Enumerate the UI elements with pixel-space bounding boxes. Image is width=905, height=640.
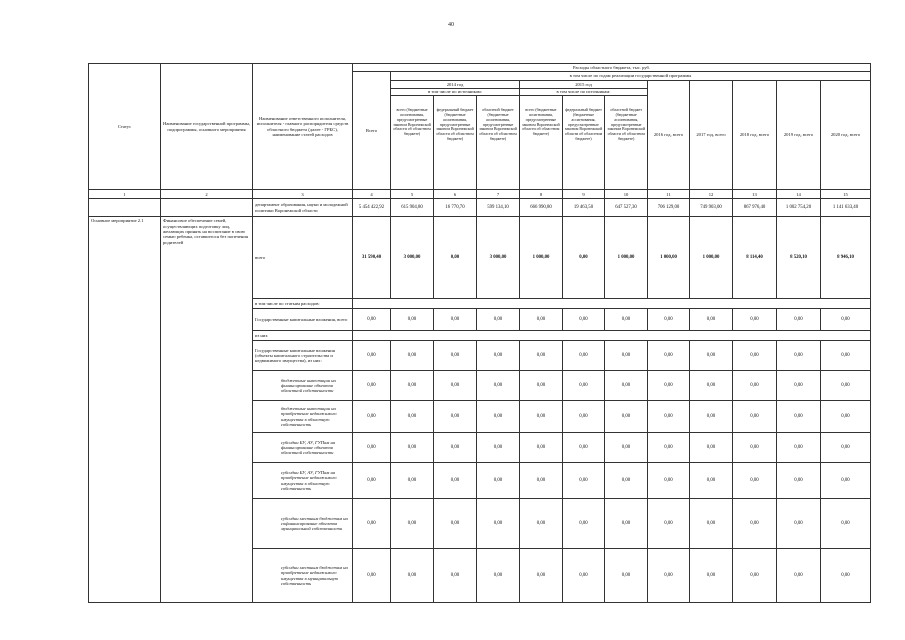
header-subcol-7: областной бюджет (бюджетные ассигнования, предусмотренные законом Воронежской области об областном бюджете): [479, 107, 517, 141]
header-year-2015: 2015 год: [520, 80, 648, 88]
row-value-col-10: 0,00: [605, 371, 648, 401]
row-value-col-10: 647 527,30: [605, 199, 648, 217]
row-value-col-12: 749 903,00: [690, 199, 733, 217]
row-value-col-6: 0,00: [434, 217, 477, 299]
row-label: из них: [253, 331, 353, 341]
row-value-col-8: 0,00: [520, 433, 563, 463]
row-value-col-15: 0,00: [821, 401, 871, 433]
row-value-col-11: 0,00: [648, 309, 690, 331]
header-2016: 2016 год, всего: [648, 80, 690, 189]
header-subcol-10: областной бюджет (бюджетные ассигнования, предусмотренные законом Воронежской области об областном бюджете): [607, 107, 645, 141]
row-label: Государственные капитальные вложения (объекты капитального строительства и недвижимого имущества), из них:: [253, 341, 353, 371]
column-number-2: 2: [161, 190, 253, 199]
header-expenses-title: Расходы областного бюджета, тыс. руб.: [353, 64, 871, 72]
row-value-col-11: 0,00: [648, 433, 690, 463]
row-value-col-5: 0,00: [391, 499, 434, 549]
row-value-col-8: 0,00: [520, 499, 563, 549]
row-value-col-12: 0,00: [690, 499, 733, 549]
row-label: всего: [253, 217, 353, 299]
row-value-col-8: 0,00: [520, 549, 563, 603]
row-label: департамент образования, науки и молодежной политики Воронежской области: [253, 199, 353, 217]
row-value-col-12: 0,00: [690, 401, 733, 433]
column-number-5: 5: [391, 190, 434, 199]
row-value-col-12: 0,00: [690, 463, 733, 499]
row-value-col-15: 0,00: [821, 433, 871, 463]
table-row: [89, 217, 871, 299]
row-value-col-5: 3 000,00: [391, 217, 434, 299]
row-value-col-10: 0,00: [605, 433, 648, 463]
row-value-col-9: 0,00: [563, 549, 605, 603]
row-value-col-11: 1 000,00: [648, 217, 690, 299]
row-value-col-9: 0,00: [563, 433, 605, 463]
row-value-col-14: 8 520,10: [777, 217, 821, 299]
row-label: бюджетные инвестиции на приобретение недвижимого имущества в областную собственность: [253, 401, 353, 433]
header-sources-2015-cell: [520, 89, 648, 190]
row-value-col-5: 0,00: [391, 463, 434, 499]
row-value-col-6: 0,00: [434, 499, 477, 549]
row-value-col-11: 0,00: [648, 341, 690, 371]
row-value-col-5: 0,00: [391, 309, 434, 331]
row-value-col-11: 706 129,00: [648, 199, 690, 217]
row-value-col-14: 0,00: [777, 463, 821, 499]
row-value-col-10: 0,00: [605, 309, 648, 331]
header-total: Всего: [353, 72, 391, 190]
row-value-col-15: 0,00: [821, 341, 871, 371]
row-label: в том числе по статьям расходов:: [253, 299, 353, 309]
row-value-col-15: 0,00: [821, 463, 871, 499]
row-value-col-6: 0,00: [434, 309, 477, 331]
row-value-col-7: 0,00: [477, 341, 520, 371]
header-2020: 2020 год, всего: [821, 80, 871, 189]
row-value-col-13: 8 114,40: [733, 217, 777, 299]
row-value-col-8: 0,00: [520, 463, 563, 499]
row-value-col-4: 0,00: [353, 341, 391, 371]
row-value-col-5: 0,00: [391, 341, 434, 371]
row-value-col-6: 0,00: [434, 433, 477, 463]
table-row: [89, 199, 871, 217]
row-value-col-12: 0,00: [690, 309, 733, 331]
column-number-4: 4: [353, 190, 391, 199]
row-value-col-14: 0,00: [777, 549, 821, 603]
row-value-col-4: 0,00: [353, 549, 391, 603]
row-value-col-7: 0,00: [477, 433, 520, 463]
row-label: Государственные капитальные вложения, всего: [253, 309, 353, 331]
column-numbers-row: [89, 190, 871, 199]
row-value-col-13: 0,00: [733, 433, 777, 463]
row-value-col-7: 599 134,10: [477, 199, 520, 217]
row-value-col-9: 0,00: [563, 341, 605, 371]
header-sources-2014: в том числе по источникам:: [391, 89, 519, 96]
header-subcol-5: всего (бюджетные ассигнования, предусмотренные законом Воронежской области об областном бюджете): [391, 96, 434, 189]
row-value-col-6: 0,00: [434, 549, 477, 603]
row-value-col-10: 0,00: [605, 499, 648, 549]
row-value-col-12: 0,00: [690, 433, 733, 463]
row-value-col-9: 0,00: [563, 463, 605, 499]
row-value-col-7: 3 000,00: [477, 217, 520, 299]
row-value-col-9: 0,00: [563, 371, 605, 401]
row-value-col-6: 0,00: [434, 371, 477, 401]
row-value-col-7: 0,00: [477, 401, 520, 433]
row-program-name: Финансовое обеспечение семей, осуществляющих подготовку лиц, желающих принять на воспитание в свою семью ребенка, оставшегося без попечения родителей: [161, 217, 253, 603]
row-value-col-9: 19 463,50: [563, 199, 605, 217]
row-value-col-6: 0,00: [434, 463, 477, 499]
header-sources-2014-cell: [391, 89, 520, 190]
row-value-col-14: 0,00: [777, 499, 821, 549]
row-empty-values: [353, 299, 871, 309]
header-sources-2015: в том числе по источникам:: [520, 89, 647, 96]
row-label: субсидии местным бюджетам на приобретение недвижимого имущества в муниципальную собственность: [253, 549, 353, 603]
row-status: Основное мероприятие 2.1: [89, 217, 161, 603]
row-value-col-11: 0,00: [648, 401, 690, 433]
header-2018: 2018 год, всего: [733, 80, 777, 189]
row-label: субсидии БУ, АУ, ГУПам на приобретение недвижимого имущества в областную собственность: [253, 463, 353, 499]
row-value-col-14: 0,00: [777, 401, 821, 433]
row-value-col-9: 0,00: [563, 217, 605, 299]
row-value-col-13: 0,00: [733, 549, 777, 603]
row-value-col-8: 0,00: [520, 341, 563, 371]
row-value-col-5: 615 904,80: [391, 199, 434, 217]
row-value-col-12: 0,00: [690, 549, 733, 603]
row-value-col-8: 1 000,00: [520, 217, 563, 299]
header-subcol-9: федеральный бюджет (бюджетные ассигнования, предусмотренные законом Воронежской области об областном бюджете): [563, 96, 606, 189]
row-value-col-4: 0,00: [353, 371, 391, 401]
row-value-col-13: 867 976,40: [733, 199, 777, 217]
row-value-col-4: 0,00: [353, 463, 391, 499]
row-value-col-10: 1 000,00: [605, 217, 648, 299]
page-number: 40: [448, 22, 454, 28]
column-number-15: 15: [821, 190, 871, 199]
row-value-col-4: 0,00: [353, 433, 391, 463]
row-value-col-6: 0,00: [434, 341, 477, 371]
header-by-years: в том числе по годам реализации государственной программы: [391, 72, 871, 80]
row-value-col-15: 0,00: [821, 549, 871, 603]
row-value-col-6: 0,00: [434, 401, 477, 433]
header-2019: 2019 год, всего: [777, 80, 821, 189]
row-value-col-7: 0,00: [477, 499, 520, 549]
row-value-col-11: 0,00: [648, 371, 690, 401]
column-number-11: 11: [648, 190, 690, 199]
row-value-col-8: 0,00: [520, 371, 563, 401]
row-value-col-14: 0,00: [777, 341, 821, 371]
row-value-col-4: 0,00: [353, 309, 391, 331]
row-value-col-8: 0,00: [520, 309, 563, 331]
row-value-col-14: 1 002 754,20: [777, 199, 821, 217]
row-value-col-15: 8 946,10: [821, 217, 871, 299]
column-number-12: 12: [690, 190, 733, 199]
row-value-col-13: 0,00: [733, 341, 777, 371]
row-value-col-7: 0,00: [477, 371, 520, 401]
header-2017: 2017 год, всего: [690, 80, 733, 189]
row-empty-values: [353, 331, 871, 341]
row-value-col-7: 0,00: [477, 463, 520, 499]
row-value-col-4: 31 590,40: [353, 217, 391, 299]
row-value-col-9: 0,00: [563, 401, 605, 433]
row-value-col-4: 5 454 422,92: [353, 199, 391, 217]
row-value-col-15: 0,00: [821, 309, 871, 331]
expenses-table: [88, 63, 871, 603]
row-value-col-4: 0,00: [353, 401, 391, 433]
row-value-col-10: 0,00: [605, 341, 648, 371]
column-number-13: 13: [733, 190, 777, 199]
row-value-col-5: 0,00: [391, 401, 434, 433]
header-status: Статус: [89, 64, 161, 190]
row-value-col-13: 0,00: [733, 371, 777, 401]
row-value-col-9: 0,00: [563, 499, 605, 549]
row-name: [161, 199, 253, 217]
header-program-name: Наименование государственной программы, подпрограммы, основного мероприятия: [161, 64, 253, 190]
row-value-col-14: 0,00: [777, 433, 821, 463]
row-value-col-9: 0,00: [563, 309, 605, 331]
row-value-col-10: 0,00: [605, 549, 648, 603]
row-value-col-15: 0,00: [821, 371, 871, 401]
row-value-col-11: 0,00: [648, 499, 690, 549]
row-label: субсидии БУ, АУ, ГУПам на финансирование объектов областной собственности: [253, 433, 353, 463]
column-number-14: 14: [777, 190, 821, 199]
row-value-col-10: 0,00: [605, 463, 648, 499]
column-number-10: 10: [605, 190, 648, 199]
column-number-9: 9: [563, 190, 605, 199]
row-value-col-7: 0,00: [477, 549, 520, 603]
header-executor: Наименование ответственного исполнителя, исполнителя - главного распорядителя средств областного бюджета (далее - ГРБС), наименование статей расходов: [253, 64, 353, 190]
header-subcol-6: федеральный бюджет (бюджетные ассигнования, предусмотренные законом Воронежской области об областном бюджете): [434, 96, 477, 189]
row-value-col-11: 0,00: [648, 549, 690, 603]
row-value-col-13: 0,00: [733, 309, 777, 331]
row-value-col-14: 0,00: [777, 309, 821, 331]
row-value-col-5: 0,00: [391, 549, 434, 603]
row-value-col-6: 16 770,70: [434, 199, 477, 217]
header-subcol-8: всего (бюджетные ассигнования, предусмотренные законом Воронежской области об областном бюджете): [520, 96, 563, 189]
row-value-col-15: 1 141 633,40: [821, 199, 871, 217]
row-value-col-13: 0,00: [733, 463, 777, 499]
row-value-col-8: 0,00: [520, 401, 563, 433]
expenses-table-sheet: [88, 63, 870, 603]
column-number-6: 6: [434, 190, 477, 199]
row-value-col-5: 0,00: [391, 433, 434, 463]
row-value-col-15: 0,00: [821, 499, 871, 549]
column-number-3: 3: [253, 190, 353, 199]
row-value-col-11: 0,00: [648, 463, 690, 499]
column-number-1: 1: [89, 190, 161, 199]
row-value-col-13: 0,00: [733, 499, 777, 549]
row-status: [89, 199, 161, 217]
row-value-col-10: 0,00: [605, 401, 648, 433]
row-value-col-13: 0,00: [733, 401, 777, 433]
row-value-col-8: 666 990,80: [520, 199, 563, 217]
row-value-col-14: 0,00: [777, 371, 821, 401]
row-label: бюджетные инвестиции на финансирование объектов областной собственности: [253, 371, 353, 401]
row-label: субсидии местным бюджетам на софинансирование объектов муниципальной собственности: [253, 499, 353, 549]
row-value-col-12: 0,00: [690, 341, 733, 371]
column-number-7: 7: [477, 190, 520, 199]
row-value-col-12: 0,00: [690, 371, 733, 401]
row-value-col-12: 1 000,00: [690, 217, 733, 299]
row-value-col-5: 0,00: [391, 371, 434, 401]
row-value-col-4: 0,00: [353, 499, 391, 549]
row-value-col-7: 0,00: [477, 309, 520, 331]
column-number-8: 8: [520, 190, 563, 199]
header-year-2014: 2014 год: [391, 80, 520, 88]
